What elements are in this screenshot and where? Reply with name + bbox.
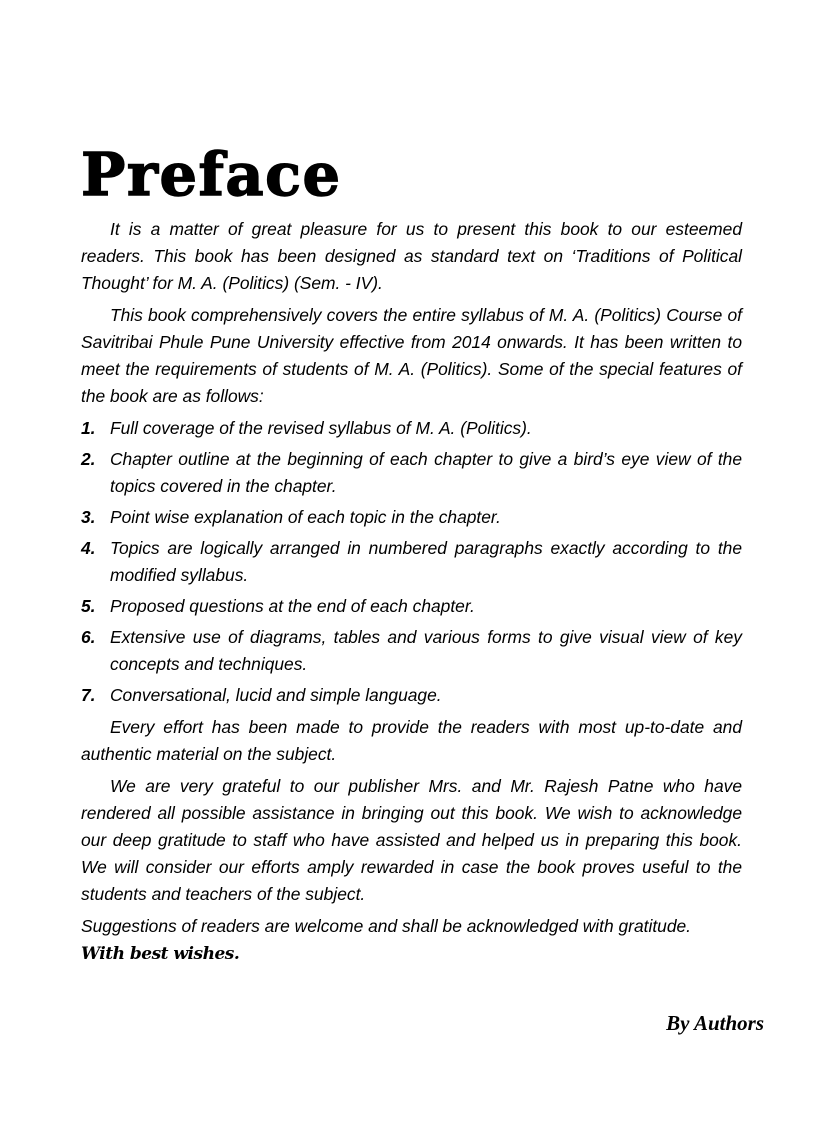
list-item-number: 2. [81,449,96,469]
list-item-number: 5. [81,596,96,616]
list-item-number: 1. [81,418,96,438]
list-item-text: Full coverage of the revised syllabus of M. A. (Politics). [110,418,532,438]
list-item-text: Extensive use of diagrams, tables and various forms to give visual view of key concepts and techniques. [110,627,742,674]
list-item-number: 6. [81,627,96,647]
list-item-number: 3. [81,507,96,527]
list-item-text: Chapter outline at the beginning of each chapter to give a bird’s eye view of the topics covered in the chapter. [110,449,742,496]
coverage-paragraph: This book comprehensively covers the entire syllabus of M. A. (Politics) Course of Savitribai Phule Pune University effective from 2014 onwards. It has been written to meet the requirements of students of M. A. (Politics). Some of the special features of the book are as follows: [81,305,742,406]
list-item-text: Point wise explanation of each topic in the chapter. [110,507,501,527]
list-item [81,535,742,589]
closing-wishes: With best wishes. [81,944,240,964]
effort-paragraph: Every effort has been made to provide the readers with most up-to-date and authentic material on the subject. [81,717,742,764]
preface-body [81,216,742,966]
suggestions-paragraph: Suggestions of readers are welcome and shall be acknowledged with gratitude. [81,916,692,936]
page-title: Preface [81,140,342,209]
list-item-text: Conversational, lucid and simple language. [110,685,442,705]
gratitude-paragraph: We are very grateful to our publisher Mrs. and Mr. Rajesh Patne who have rendered all possible assistance in bringing out this book. We wish to acknowledge our deep gratitude to staff who have assisted and helped us in preparing this book. We will consider our efforts amply rewarded in case the book proves useful to the students and teachers of the subject. [81,776,742,904]
list-item [81,504,742,531]
list-item-number: 4. [81,538,96,558]
list-item-text: Topics are logically arranged in numbered paragraphs exactly according to the modified syllabus. [110,538,742,585]
list-item-text: Proposed questions at the end of each chapter. [110,596,475,616]
list-item-number: 7. [81,685,96,705]
list-item [81,624,742,678]
author-signature: By Authors [666,1011,764,1035]
list-item [81,593,742,620]
list-item [81,415,742,442]
list-item [81,446,742,500]
features-list [81,415,742,709]
intro-paragraph: It is a matter of great pleasure for us to present this book to our esteemed readers. This book has been designed as standard text on ‘Traditions of Political Thought’ for M. A. (Politics) (Sem. - IV). [81,219,742,293]
list-item [81,682,742,709]
